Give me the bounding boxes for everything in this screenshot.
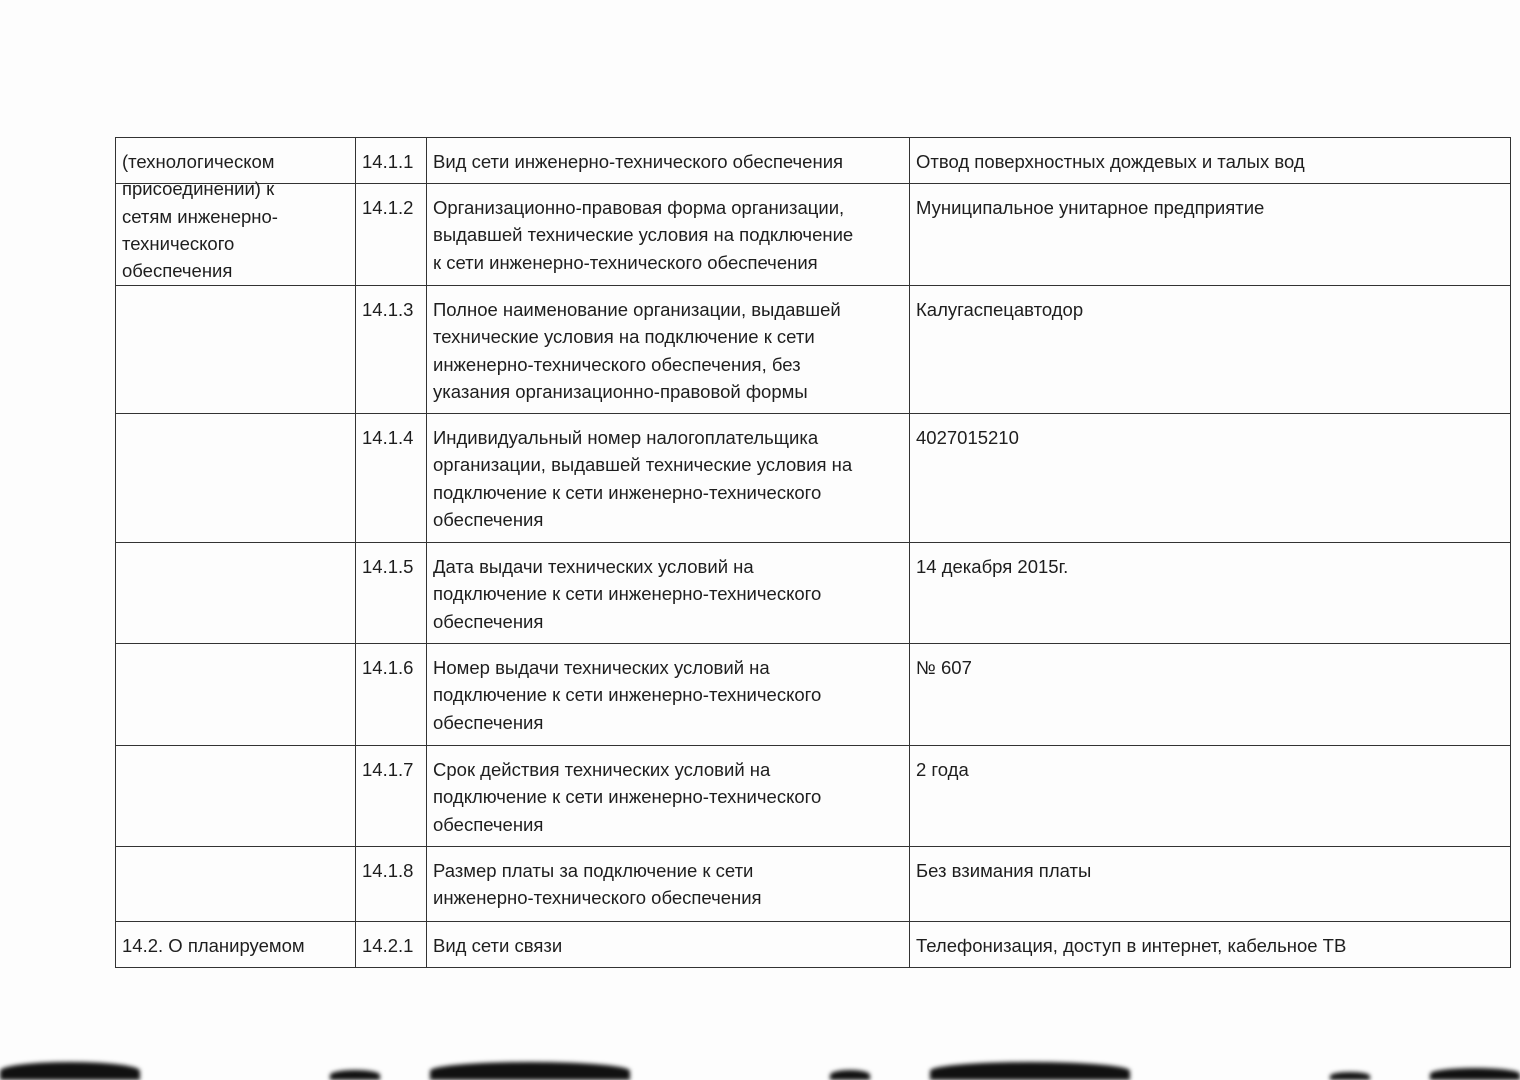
row-number: 14.1.8 xyxy=(355,847,426,922)
row-name: Срок действия технических условий на подключение к сети инженерно-технического обеспечения xyxy=(426,746,909,847)
row-name: Дата выдачи технических условий на подключение к сети инженерно-технического обеспечения xyxy=(426,543,909,644)
table-row xyxy=(115,285,1511,414)
row-name: Вид сети инженерно-технического обеспечения xyxy=(426,138,909,184)
row-value: Телефонизация, доступ в интернет, кабельное ТВ xyxy=(909,922,1511,968)
scan-smudge xyxy=(1330,1072,1370,1080)
row-number: 14.2.1 xyxy=(355,922,426,968)
table-row xyxy=(115,183,1511,286)
table-row xyxy=(115,137,1511,184)
row-number: 14.1.4 xyxy=(355,414,426,543)
scan-smudge xyxy=(330,1070,380,1080)
section-cell-14-1: (технологическом присоединении) к сетям инженерно- технического обеспечения xyxy=(115,137,355,921)
row-number: 14.1.3 xyxy=(355,286,426,414)
scan-smudge xyxy=(930,1062,1130,1080)
scan-smudge xyxy=(430,1062,630,1080)
row-value: 4027015210 xyxy=(909,414,1511,543)
row-name: Вид сети связи xyxy=(426,922,909,968)
table-row xyxy=(115,542,1511,644)
row-value: Отвод поверхностных дождевых и талых вод xyxy=(909,138,1511,184)
row-value: 2 года xyxy=(909,746,1511,847)
table-row xyxy=(115,643,1511,746)
scan-smudge xyxy=(0,1062,140,1080)
row-name: Размер платы за подключение к сети инженерно-технического обеспечения xyxy=(426,847,909,922)
row-number: 14.1.7 xyxy=(355,746,426,847)
row-name: Полное наименование организации, выдавшей технические условия на подключение к сети инженерно-технического обеспечения, без указания организационно-правовой формы xyxy=(426,286,909,414)
row-value: Без взимания платы xyxy=(909,847,1511,922)
table-row xyxy=(115,846,1511,922)
row-value: Калугаспецавтодор xyxy=(909,286,1511,414)
row-name: Организационно-правовая форма организации, выдавшей технические условия на подключение к сети инженерно-технического обеспечения xyxy=(426,184,909,286)
table-bottom-border xyxy=(115,967,1511,968)
section-cell-14-2: 14.2. О планируемом xyxy=(115,921,355,967)
row-name: Номер выдачи технических условий на подключение к сети инженерно-технического обеспечения xyxy=(426,644,909,746)
row-name: Индивидуальный номер налогоплательщика организации, выдавшей технические условия на подключение к сети инженерно-технического обеспечения xyxy=(426,414,909,543)
row-value: 14 декабря 2015г. xyxy=(909,543,1511,644)
table-row xyxy=(115,413,1511,543)
row-value: Муниципальное унитарное предприятие xyxy=(909,184,1511,286)
row-value: № 607 xyxy=(909,644,1511,746)
table-row xyxy=(115,745,1511,847)
row-number: 14.1.6 xyxy=(355,644,426,746)
scan-smudge xyxy=(830,1070,870,1080)
row-number: 14.1.5 xyxy=(355,543,426,644)
row-number: 14.1.2 xyxy=(355,184,426,286)
table-row xyxy=(115,921,1511,968)
row-number: 14.1.1 xyxy=(355,138,426,184)
scan-smudge xyxy=(1430,1068,1520,1080)
